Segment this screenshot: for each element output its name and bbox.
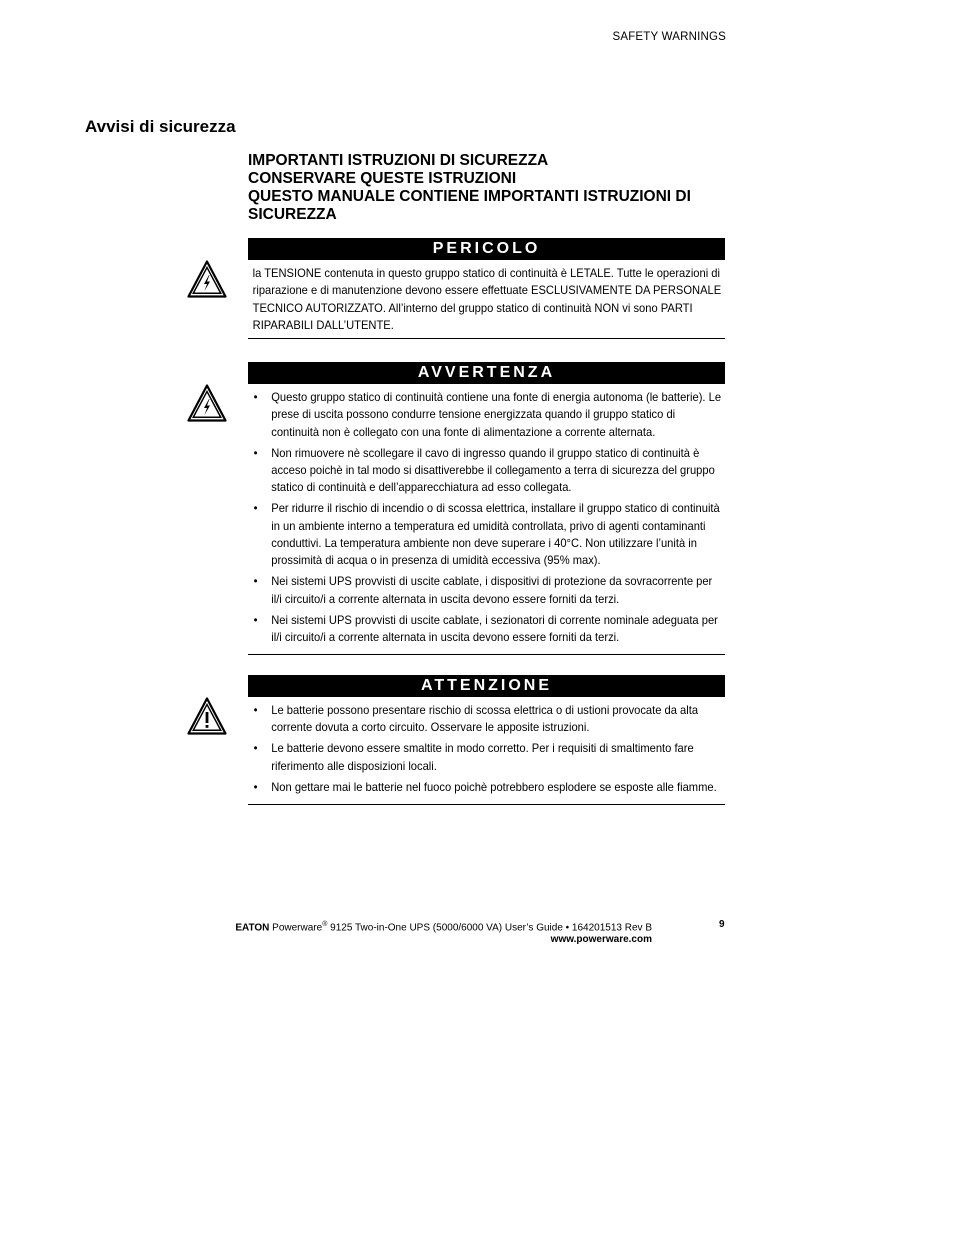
list-item: • Per ridurre il rischio di incendio o di scossa elettrica, installare il gruppo statico di continuità in un ambiente interno a temperatura ed umidità controllata, privo di agenti contaminanti conduttivi. La temperatura ambiente non deve superare i 40°C. Non utilizzare l’unità in prossimità di acqua o in presenza di umidità eccessiva (95% max).: [248, 500, 724, 569]
caution-title: ATTENZIONE: [248, 675, 725, 697]
list-item: • Nei sistemi UPS provvisti di uscite cablate, i dispositivi di protezione da sovracorrente per il/i circuito/i a corrente alternata in uscita devono essere forniti da terzi.: [248, 573, 724, 608]
warning-notice: [248, 362, 725, 655]
warning-title: AVVERTENZA: [248, 362, 725, 384]
list-item: • Le batterie devono essere smaltite in modo corretto. Per i requisiti di smaltimento fare riferimento alle disposizioni locali.: [248, 740, 724, 775]
footer-product: Powerware: [272, 922, 323, 934]
danger-title: PERICOLO: [248, 238, 725, 260]
footer-guide: 9125 Two-in-One UPS (5000/6000 VA) User’s Guide • 164201513 Rev B: [330, 922, 652, 934]
electric-shock-warning-icon: [187, 384, 227, 422]
warning-list: [248, 389, 724, 646]
intro-line: QUESTO MANUALE CONTIENE IMPORTANTI ISTRUZIONI DI SICUREZZA: [248, 188, 691, 223]
page-number: 9: [719, 919, 725, 930]
list-item: • Non rimuovere nè scollegare il cavo di ingresso quando il gruppo statico di continuità è acceso poichè in tal modo si disattiverebbe il collegamento a terra di sicurezza del gruppo statico di continuità e dell’apparecchiatura ad esso collegata.: [248, 445, 724, 497]
intro-line: IMPORTANTI ISTRUZIONI DI SICUREZZA: [248, 152, 549, 169]
footer-brand: EATON: [235, 922, 270, 934]
caution-list: [248, 702, 724, 796]
safety-intro: [248, 152, 738, 224]
footer-url: www.powerware.com: [550, 934, 652, 946]
list-item: • Non gettare mai le batterie nel fuoco poichè potrebbero esplodere se esposte alle fiamme.: [248, 779, 724, 796]
intro-line: CONSERVARE QUESTE ISTRUZIONI: [248, 170, 517, 187]
danger-notice: [248, 238, 725, 339]
list-item: • Le batterie possono presentare rischio di scossa elettrica o di ustioni provocate da alta corrente dovuta a corto circuito. Osservare le apposite istruzioni.: [248, 702, 724, 737]
list-item: • Questo gruppo statico di continuità contiene una fonte di energia autonoma (le batterie). Le prese di uscita possono condurre tensione energizzata quando il gruppo statico di continuità non è collegato con una fonte di alimentazione a corrente alternata.: [248, 389, 724, 441]
running-header: SAFETY WARNINGS: [612, 31, 726, 43]
list-item: • Nei sistemi UPS provvisti di uscite cablate, i sezionatori di corrente nominale adeguata per il/i circuito/i a corrente alternata in uscita devono essere forniti da terzi.: [248, 612, 724, 647]
electric-shock-warning-icon: [187, 260, 227, 298]
exclamation-warning-icon: [187, 697, 227, 735]
registered-mark: ®: [322, 921, 328, 928]
caution-notice: [248, 675, 725, 805]
section-title: Avvisi di sicurezza: [85, 117, 236, 136]
page-footer: [208, 919, 652, 946]
danger-text: la TENSIONE contenuta in questo gruppo statico di continuità è LETALE. Tutte le operazioni di riparazione e di manutenzione devono essere effettuate ESCLUSIVAMENTE DA PERSONALE TECNICO AUTORIZZATO. All’interno del gruppo statico di continuità NON vi sono PARTI RIPARABILI DALL’UTENTE.: [252, 266, 722, 332]
